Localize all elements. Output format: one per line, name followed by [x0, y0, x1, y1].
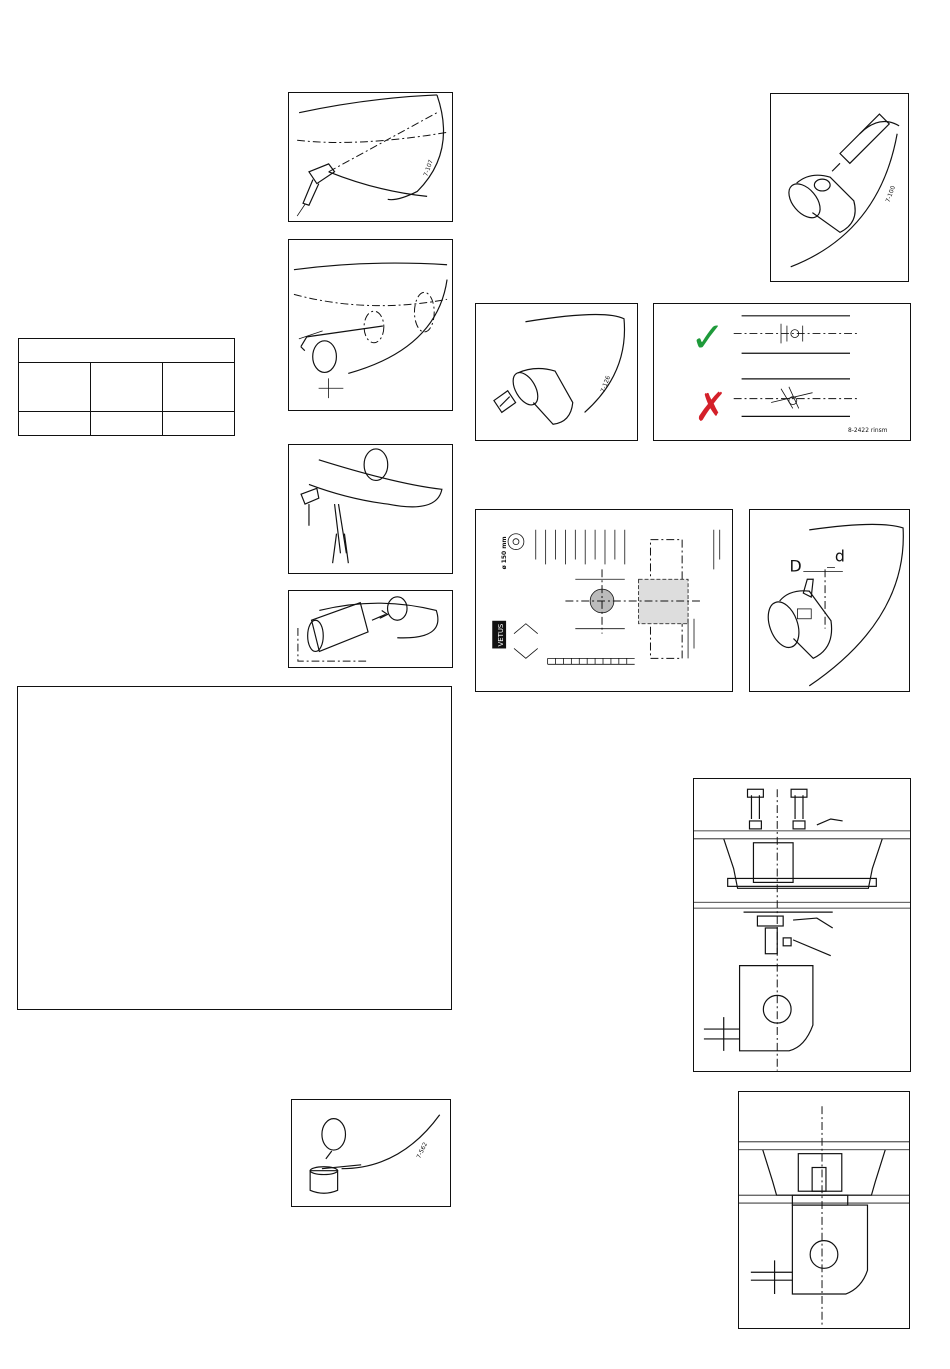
figure-insert-tube	[288, 590, 453, 668]
drill-hull-drawing	[289, 93, 452, 221]
spec-table-cell	[163, 412, 235, 436]
sealant-code: 7-562	[416, 1141, 430, 1160]
insert-tube-drawing	[289, 591, 452, 667]
correct-check-icon: ✓	[690, 313, 726, 362]
template-brand-label: VETUS	[497, 623, 506, 647]
figure-cut-hole	[288, 444, 453, 574]
template-sheet-drawing	[476, 510, 732, 691]
figure-distance	[749, 509, 910, 692]
spec-table-header	[19, 339, 235, 363]
pencil-mark-drawing	[771, 94, 908, 281]
figure-template-place	[475, 303, 638, 441]
figure-assembly-exploded	[693, 778, 911, 1072]
sealant-drawing	[292, 1100, 450, 1206]
spec-table-cell	[19, 412, 91, 436]
template-place-drawing	[476, 304, 637, 440]
distance-drawing	[750, 510, 909, 691]
drill-hull-code: 7-107	[423, 159, 435, 178]
figure-sealant	[291, 1099, 451, 1207]
figure-hole-saw	[288, 239, 453, 411]
wrong-cross-icon: ✗	[694, 384, 728, 431]
figure-pencil-mark	[770, 93, 909, 282]
hole-saw-drawing	[289, 240, 452, 410]
pencil-mark-code: 7-100	[885, 185, 898, 204]
figure-alignment	[653, 303, 911, 441]
instruction-frame	[17, 686, 452, 1010]
spec-table-cell	[91, 363, 163, 412]
template-diameter-label: ø 150 mm	[501, 536, 509, 570]
template-place-code: 7-126	[600, 375, 613, 394]
distance-label-D: D	[789, 556, 802, 576]
figure-template-sheet	[475, 509, 733, 692]
assembly-exploded-drawing	[694, 779, 910, 1071]
cut-hole-drawing	[289, 445, 452, 573]
assembly-mounted-drawing	[739, 1092, 909, 1328]
alignment-code: 8-2422 rinsm	[848, 428, 888, 435]
spec-table	[18, 338, 235, 436]
figure-drill-hull	[288, 92, 453, 222]
figure-assembly-mounted	[738, 1091, 910, 1329]
spec-table-cell	[91, 412, 163, 436]
spec-table-cell	[19, 363, 91, 412]
distance-label-d: d	[834, 546, 845, 566]
alignment-drawing	[654, 304, 910, 440]
spec-table-cell	[163, 363, 235, 412]
